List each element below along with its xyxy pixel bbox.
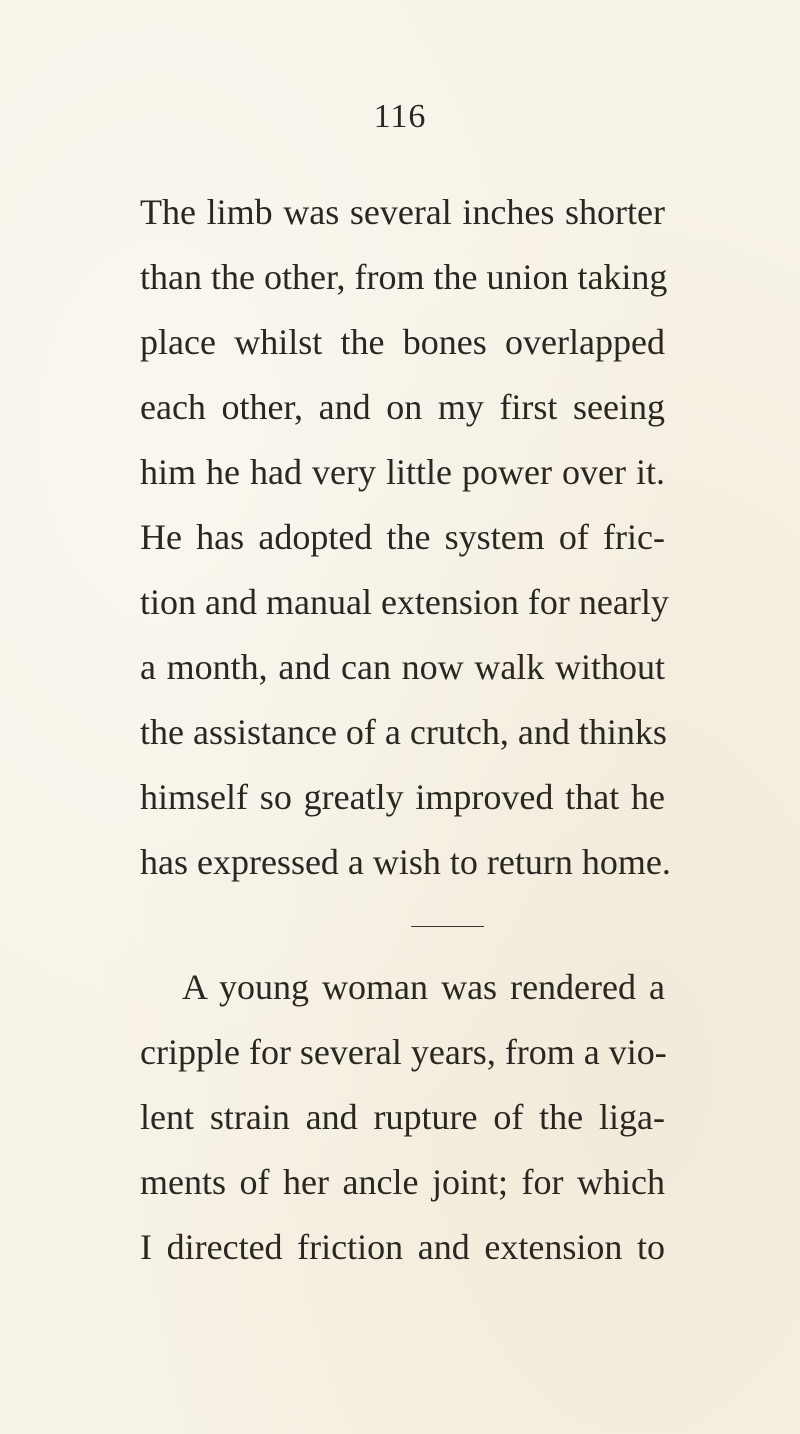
text-line: lent strain and rupture of the liga- — [140, 1097, 665, 1137]
text-line: I directed friction and extension to — [140, 1227, 665, 1267]
text-line: himself so greatly improved that he — [140, 777, 665, 817]
text-line: has expressed a wish to return home. — [140, 842, 671, 882]
text-line: than the other, from the union taking — [140, 257, 668, 297]
text-line: He has adopted the system of fric- — [140, 517, 665, 557]
text-line: place whilst the bones overlapped — [140, 322, 665, 362]
page-number: 116 — [373, 98, 427, 135]
text-line: ments of her ancle joint; for which — [140, 1162, 665, 1202]
text-line: each other, and on my first seeing — [140, 387, 665, 427]
text-line: the assistance of a crutch, and thinks — [140, 712, 667, 752]
text-line: A young woman was rendered a — [182, 967, 665, 1007]
text-line: a month, and can now walk without — [140, 647, 665, 687]
text-line: The limb was several inches shorter — [140, 192, 665, 232]
text-line: him he had very little power over it. — [140, 452, 665, 492]
text-line: cripple for several years, from a vio- — [140, 1032, 667, 1072]
section-divider — [411, 926, 484, 927]
text-line: tion and manual extension for nearly — [140, 582, 669, 622]
